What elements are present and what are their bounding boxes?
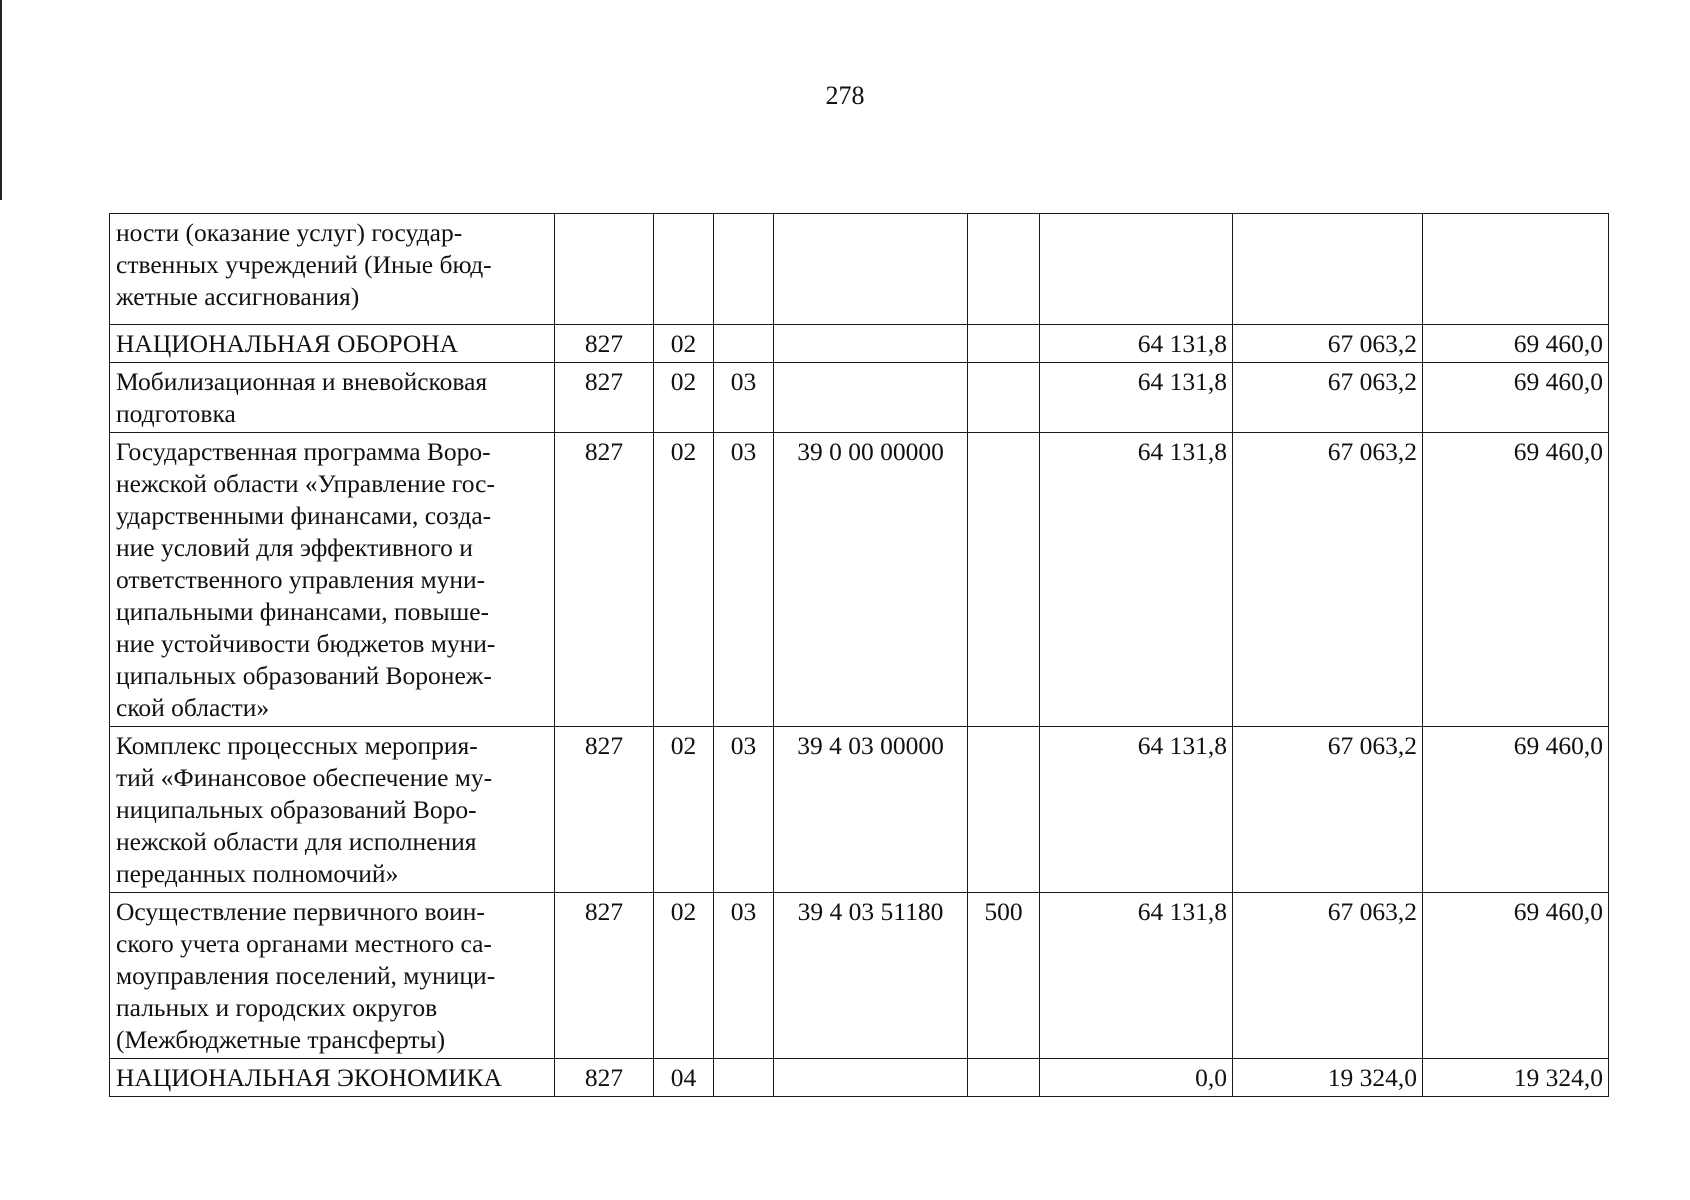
item-name-line: ниципальных образований Воро- xyxy=(116,795,477,824)
expense-type-cell: 500 xyxy=(968,893,1040,1059)
expense-type-cell xyxy=(968,1059,1040,1097)
table-row xyxy=(110,893,1609,1059)
item-name-cell xyxy=(110,727,555,893)
table-row xyxy=(110,727,1609,893)
table-row xyxy=(110,433,1609,727)
subsection-cell: 03 xyxy=(714,433,774,727)
subsection-cell xyxy=(714,1059,774,1097)
item-name-line: нежской области для исполнения xyxy=(116,827,477,856)
grbs-cell: 827 xyxy=(555,893,654,1059)
amount-year3-cell: 19 324,0 xyxy=(1423,1059,1609,1097)
amount-year2-cell: 67 063,2 xyxy=(1233,433,1423,727)
amount-year3-cell: 69 460,0 xyxy=(1423,433,1609,727)
section-cell: 02 xyxy=(654,727,714,893)
amount-year1-cell: 64 131,8 xyxy=(1040,363,1233,433)
item-name-line: Комплекс процессных мероприя- xyxy=(116,731,478,760)
item-name-cell xyxy=(110,325,555,363)
amount-year1-cell xyxy=(1040,214,1233,325)
item-name-line: Осуществление первичного воин- xyxy=(116,897,485,926)
item-name-line: ципальных образований Воронеж- xyxy=(116,661,492,690)
amount-year2-cell: 67 063,2 xyxy=(1233,893,1423,1059)
expense-type-cell xyxy=(968,363,1040,433)
item-name-line: пальных и городских округов xyxy=(116,993,438,1022)
item-name-line: (Межбюджетные трансферты) xyxy=(116,1025,446,1054)
section-cell: 02 xyxy=(654,325,714,363)
item-name-line: Мобилизационная и вневойсковая xyxy=(116,367,488,396)
target-article-cell xyxy=(774,1059,968,1097)
item-name-line: ударственными финансами, созда- xyxy=(116,501,492,530)
subsection-cell: 03 xyxy=(714,727,774,893)
item-name-line: моуправления поселений, муници- xyxy=(116,961,496,990)
item-name-line: Государственная программа Воро- xyxy=(116,437,491,466)
item-name-line: ского учета органами местного са- xyxy=(116,929,492,958)
budget-table xyxy=(109,213,1609,1097)
target-article-cell xyxy=(774,363,968,433)
item-name-line: переданных полномочий» xyxy=(116,859,399,888)
amount-year3-cell: 69 460,0 xyxy=(1423,893,1609,1059)
target-article-cell: 39 4 03 51180 xyxy=(774,893,968,1059)
item-name-line: ответственного управления муни- xyxy=(116,565,486,594)
grbs-cell: 827 xyxy=(555,325,654,363)
amount-year1-cell: 64 131,8 xyxy=(1040,433,1233,727)
table-row xyxy=(110,325,1609,363)
amount-year3-cell: 69 460,0 xyxy=(1423,363,1609,433)
item-name-line: НАЦИОНАЛЬНАЯ ЭКОНОМИКА xyxy=(116,1063,503,1092)
item-name-line: ственных учреждений (Иные бюд- xyxy=(116,250,492,279)
item-name-line: НАЦИОНАЛЬНАЯ ОБОРОНА xyxy=(116,329,459,358)
section-cell: 02 xyxy=(654,433,714,727)
item-name-cell xyxy=(110,433,555,727)
item-name-cell xyxy=(110,214,555,325)
amount-year3-cell xyxy=(1423,214,1609,325)
grbs-cell: 827 xyxy=(555,433,654,727)
item-name-line: ние условий для эффективного и xyxy=(116,533,473,562)
amount-year2-cell: 67 063,2 xyxy=(1233,363,1423,433)
item-name-line: ности (оказание услуг) государ- xyxy=(116,218,463,247)
target-article-cell: 39 4 03 00000 xyxy=(774,727,968,893)
amount-year1-cell: 0,0 xyxy=(1040,1059,1233,1097)
expense-type-cell xyxy=(968,727,1040,893)
expense-type-cell xyxy=(968,433,1040,727)
section-cell xyxy=(654,214,714,325)
item-name-line: тий «Финансовое обеспечение му- xyxy=(116,763,493,792)
grbs-cell: 827 xyxy=(555,363,654,433)
item-name-line: ской области» xyxy=(116,693,270,722)
grbs-cell: 827 xyxy=(555,727,654,893)
section-cell: 04 xyxy=(654,1059,714,1097)
item-name-line: ципальными финансами, повыше- xyxy=(116,597,490,626)
amount-year2-cell: 19 324,0 xyxy=(1233,1059,1423,1097)
subsection-cell: 03 xyxy=(714,363,774,433)
expense-type-cell xyxy=(968,214,1040,325)
subsection-cell xyxy=(714,214,774,325)
table-row xyxy=(110,363,1609,433)
item-name-cell xyxy=(110,1059,555,1097)
item-name-cell xyxy=(110,893,555,1059)
item-name-line: ние устойчивости бюджетов муни- xyxy=(116,629,496,658)
amount-year3-cell: 69 460,0 xyxy=(1423,325,1609,363)
subsection-cell: 03 xyxy=(714,893,774,1059)
target-article-cell xyxy=(774,214,968,325)
item-name-cell xyxy=(110,363,555,433)
table-row xyxy=(110,214,1609,325)
item-name-line: жетные ассигнования) xyxy=(116,282,360,311)
table-body xyxy=(110,214,1609,1097)
amount-year1-cell: 64 131,8 xyxy=(1040,727,1233,893)
amount-year3-cell: 69 460,0 xyxy=(1423,727,1609,893)
item-name-line: нежской области «Управление гос- xyxy=(116,469,495,498)
amount-year1-cell: 64 131,8 xyxy=(1040,893,1233,1059)
amount-year2-cell: 67 063,2 xyxy=(1233,727,1423,893)
amount-year2-cell: 67 063,2 xyxy=(1233,325,1423,363)
page-number: 278 xyxy=(825,81,865,110)
target-article-cell xyxy=(774,325,968,363)
amount-year2-cell xyxy=(1233,214,1423,325)
subsection-cell xyxy=(714,325,774,363)
item-name-line: подготовка xyxy=(116,399,236,428)
grbs-cell: 827 xyxy=(555,1059,654,1097)
amount-year1-cell: 64 131,8 xyxy=(1040,325,1233,363)
grbs-cell xyxy=(555,214,654,325)
section-cell: 02 xyxy=(654,893,714,1059)
target-article-cell: 39 0 00 00000 xyxy=(774,433,968,727)
table-row xyxy=(110,1059,1609,1097)
expense-type-cell xyxy=(968,325,1040,363)
section-cell: 02 xyxy=(654,363,714,433)
